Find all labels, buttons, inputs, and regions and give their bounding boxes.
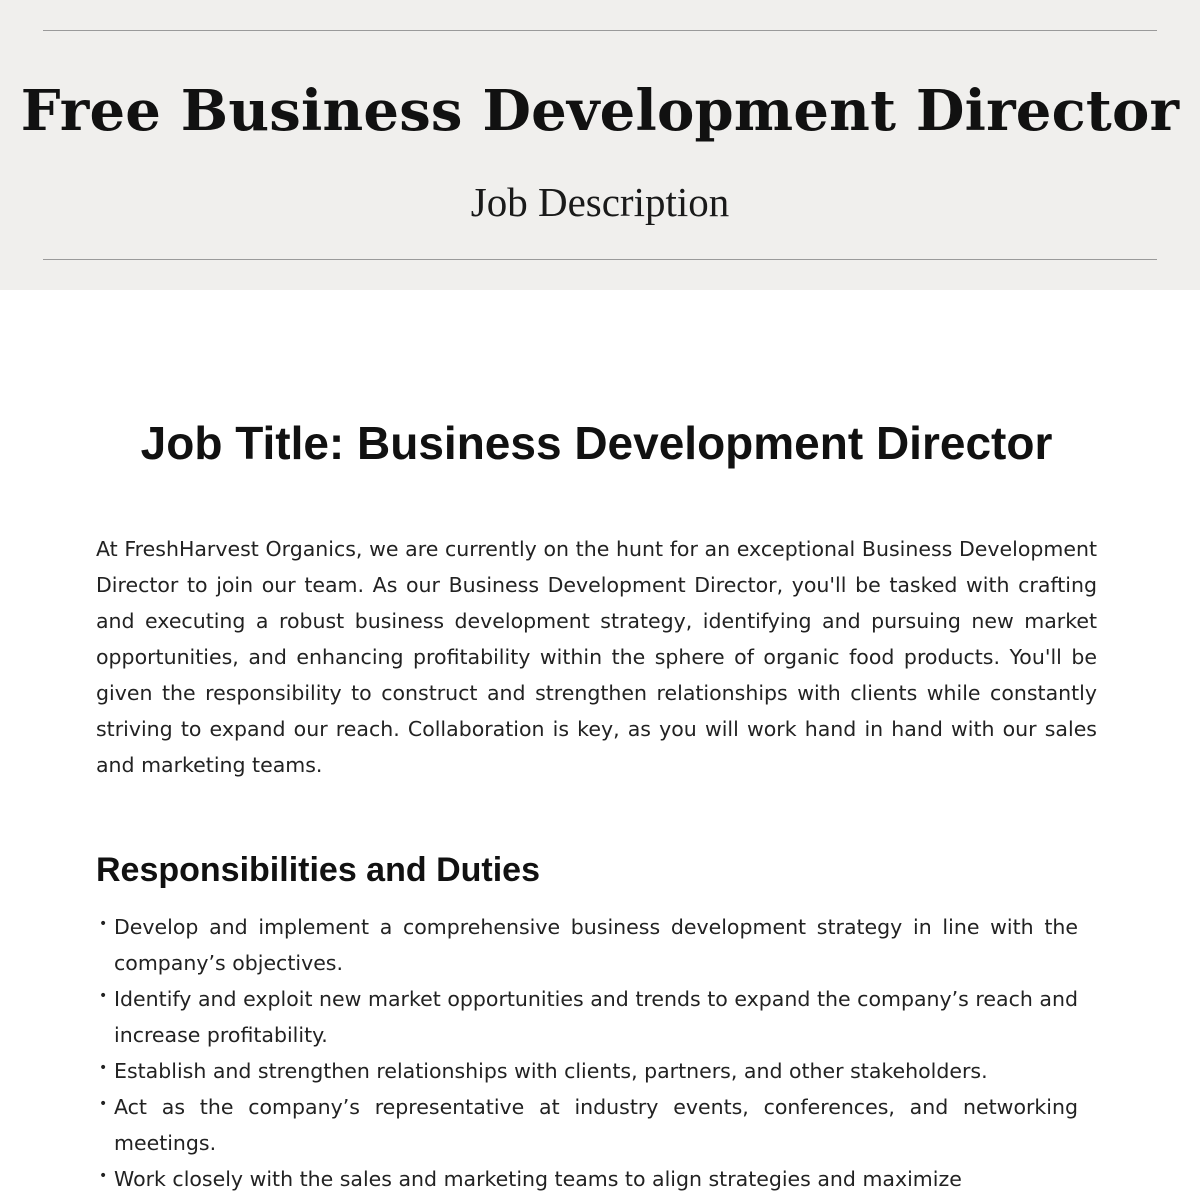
bullet-icon: • xyxy=(99,1096,108,1112)
list-item xyxy=(96,1089,1078,1161)
list-item-text: Develop and implement a comprehensive business development strategy in line with the company’s objectives. xyxy=(114,915,1078,975)
header-band xyxy=(0,0,1200,290)
header-bottom-rule xyxy=(43,259,1157,260)
header-top-rule xyxy=(43,30,1157,31)
responsibilities-heading: Responsibilities and Duties xyxy=(96,851,540,889)
list-item xyxy=(96,1053,1078,1089)
responsibilities-list xyxy=(96,909,1078,1197)
bullet-icon: • xyxy=(99,1168,108,1184)
job-title-heading: Job Title: Business Development Director xyxy=(140,417,1053,469)
document-body xyxy=(96,410,1097,1197)
bullet-icon: • xyxy=(99,988,108,1004)
bullet-icon: • xyxy=(99,916,108,932)
document-title: Free Business Development Director xyxy=(20,78,1180,144)
intro-paragraph: At FreshHarvest Organics, we are currently on the hunt for an exceptional Business Development Director to join our team. As our Business Development Director, you'll be tasked with crafting and executing a robust business development strategy, identifying and pursuing new market opportunities, and enhancing profitability within the sphere of organic food products. You'll be given the responsibility to construct and strengthen relationships with clients while constantly striving to expand our reach. Collaboration is key, as you will work hand in hand with our sales and marketing teams. xyxy=(96,537,1097,777)
document-subtitle: Job Description xyxy=(470,179,730,225)
list-item-text: Establish and strengthen relationships with clients, partners, and other stakeholders. xyxy=(114,1059,988,1083)
list-item-text: Identify and exploit new market opportunities and trends to expand the company’s reach and increase profitability. xyxy=(114,987,1078,1047)
list-item xyxy=(96,981,1078,1053)
list-item-text: Act as the company’s representative at industry events, conferences, and networking meetings. xyxy=(114,1095,1078,1155)
list-item xyxy=(96,1161,1078,1197)
bullet-icon: • xyxy=(99,1060,108,1076)
list-item-text: Work closely with the sales and marketing teams to align strategies and maximize xyxy=(114,1167,962,1191)
list-item xyxy=(96,909,1078,981)
